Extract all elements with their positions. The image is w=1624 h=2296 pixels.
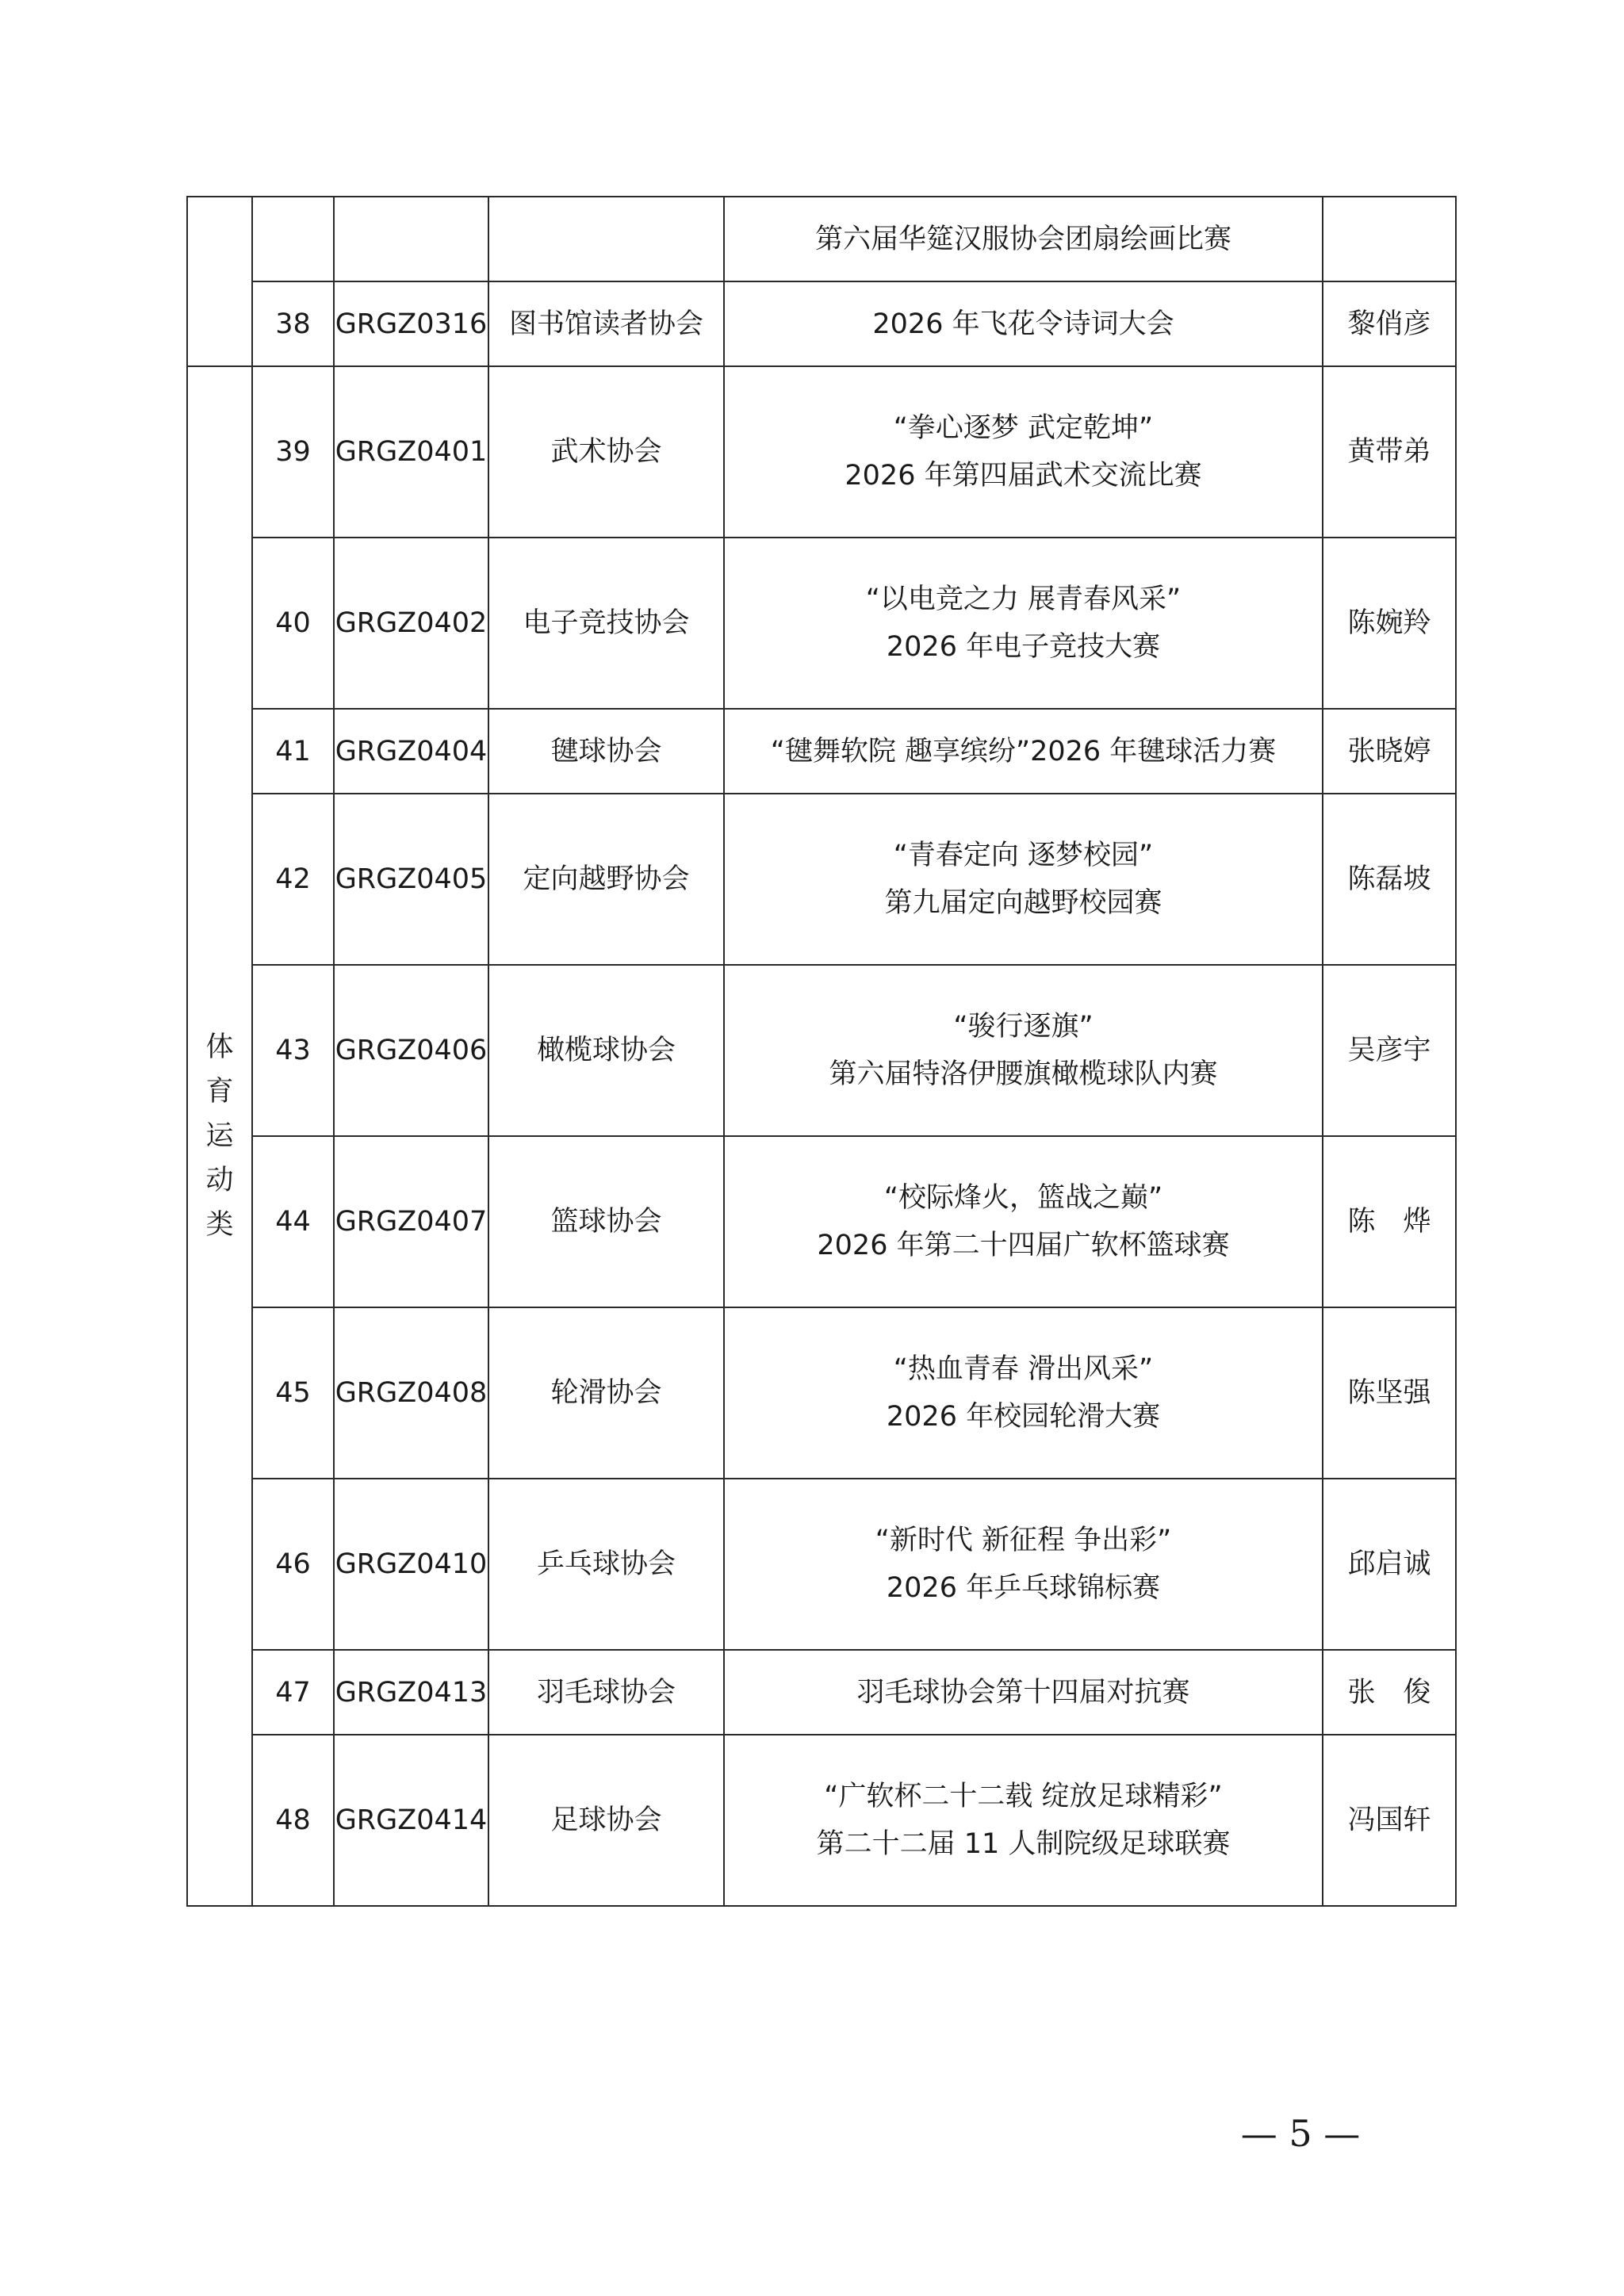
leader-cell: 陈 烨 — [1323, 1136, 1456, 1307]
leader-cell: 张 俊 — [1323, 1650, 1456, 1735]
activity-title: 2026 年校园轮滑大赛 — [886, 1401, 1161, 1433]
activity-name-cell — [724, 794, 1323, 965]
leader-cell: 吴彦宇 — [1323, 965, 1456, 1136]
club-name-cell: 篮球协会 — [488, 1136, 724, 1307]
club-code-cell: GRGZ0414 — [334, 1735, 488, 1906]
activity-line: 第六届华筵汉服协会团扇绘画比赛 — [814, 223, 1231, 255]
row-number-cell: 46 — [252, 1479, 334, 1650]
club-code-cell: GRGZ0404 — [334, 709, 488, 794]
activity-slogan: “校际烽火，篮战之巅” — [883, 1182, 1163, 1214]
activities-table — [186, 196, 1457, 1907]
table-row — [187, 709, 1456, 794]
activity-slogan: “骏行逐旗” — [953, 1011, 1094, 1043]
table-row — [187, 794, 1456, 965]
activity-name-cell — [724, 197, 1323, 281]
row-number-cell: 43 — [252, 965, 334, 1136]
activity-name-cell — [724, 281, 1323, 366]
table-row — [187, 1136, 1456, 1307]
club-code-cell: GRGZ0410 — [334, 1479, 488, 1650]
leader-cell: 陈坚强 — [1323, 1307, 1456, 1479]
leader-cell: 陈婉羚 — [1323, 538, 1456, 709]
club-name-cell — [488, 197, 724, 281]
table-row — [187, 965, 1456, 1136]
table-row — [187, 1735, 1456, 1906]
category-char: 运 — [205, 1119, 234, 1152]
table-row — [187, 281, 1456, 366]
club-code-cell: GRGZ0407 — [334, 1136, 488, 1307]
category-char: 育 — [205, 1075, 234, 1108]
club-name-cell: 武术协会 — [488, 366, 724, 538]
page-number: — 5 — — [1240, 2112, 1361, 2155]
club-code-cell: GRGZ0408 — [334, 1307, 488, 1479]
leader-cell: 邱启诚 — [1323, 1479, 1456, 1650]
activity-slogan: “拳心逐梦 武定乾坤” — [893, 412, 1154, 444]
activity-line: 2026 年飞花令诗词大会 — [872, 308, 1174, 340]
activity-title: 2026 年电子竞技大赛 — [886, 631, 1161, 663]
category-char: 体 — [205, 1031, 234, 1063]
club-code-cell: GRGZ0401 — [334, 366, 488, 538]
row-number-cell: 42 — [252, 794, 334, 965]
club-code-cell: GRGZ0316 — [334, 281, 488, 366]
activity-slogan: “广软杯二十二载 绽放足球精彩” — [824, 1781, 1223, 1812]
table-row — [187, 366, 1456, 538]
table-row — [187, 1479, 1456, 1650]
club-code-cell: GRGZ0406 — [334, 965, 488, 1136]
leader-cell: 冯国轩 — [1323, 1735, 1456, 1906]
club-name-cell: 羽毛球协会 — [488, 1650, 724, 1735]
activity-name-cell — [724, 366, 1323, 538]
activity-name-cell — [724, 709, 1323, 794]
club-name-cell: 毽球协会 — [488, 709, 724, 794]
activity-title: 2026 年第二十四届广软杯篮球赛 — [817, 1230, 1230, 1261]
activity-name-cell — [724, 1136, 1323, 1307]
row-number-cell — [252, 197, 334, 281]
row-number-cell: 47 — [252, 1650, 334, 1735]
activity-slogan: “以电竞之力 展青春风采” — [865, 584, 1182, 615]
leader-cell: 陈磊坡 — [1323, 794, 1456, 965]
row-number-cell: 40 — [252, 538, 334, 709]
activity-name-cell — [724, 1307, 1323, 1479]
category-cell-previous — [187, 197, 252, 366]
category-cell-sports — [187, 366, 252, 1906]
row-number-cell: 44 — [252, 1136, 334, 1307]
activity-title: 第六届特洛伊腰旗橄榄球队内赛 — [829, 1058, 1218, 1090]
club-code-cell: GRGZ0413 — [334, 1650, 488, 1735]
row-number-cell: 38 — [252, 281, 334, 366]
activity-line: “毽舞软院 趣享缤纷”2026 年毽球活力赛 — [770, 735, 1277, 767]
leader-cell — [1323, 197, 1456, 281]
activity-name-cell — [724, 965, 1323, 1136]
table-row — [187, 197, 1456, 281]
club-name-cell: 定向越野协会 — [488, 794, 724, 965]
club-name-cell: 足球协会 — [488, 1735, 724, 1906]
category-char: 类 — [205, 1208, 234, 1241]
activity-slogan: “热血青春 滑出风采” — [893, 1353, 1154, 1385]
club-name-cell: 乒乓球协会 — [488, 1479, 724, 1650]
table-row — [187, 1650, 1456, 1735]
activity-slogan: “新时代 新征程 争出彩” — [875, 1525, 1172, 1556]
club-name-cell: 图书馆读者协会 — [488, 281, 724, 366]
leader-cell: 黎俏彦 — [1323, 281, 1456, 366]
leader-cell: 张晓婷 — [1323, 709, 1456, 794]
row-number-cell: 48 — [252, 1735, 334, 1906]
row-number-cell: 41 — [252, 709, 334, 794]
row-number-cell: 39 — [252, 366, 334, 538]
activity-title: 2026 年乒乓球锦标赛 — [886, 1572, 1161, 1604]
club-code-cell: GRGZ0405 — [334, 794, 488, 965]
leader-cell: 黄带弟 — [1323, 366, 1456, 538]
activity-name-cell — [724, 1479, 1323, 1650]
activity-title: 第二十二届 11 人制院级足球联赛 — [816, 1828, 1231, 1860]
row-number-cell: 45 — [252, 1307, 334, 1479]
activity-title: 第九届定向越野校园赛 — [884, 887, 1162, 919]
activity-line: 羽毛球协会第十四届对抗赛 — [856, 1676, 1190, 1709]
club-name-cell: 电子竞技协会 — [488, 538, 724, 709]
activity-slogan: “青春定向 逐梦校园” — [893, 840, 1154, 871]
activity-name-cell — [724, 538, 1323, 709]
club-code-cell: GRGZ0402 — [334, 538, 488, 709]
activity-name-cell — [724, 1735, 1323, 1906]
table-row — [187, 538, 1456, 709]
club-name-cell: 橄榄球协会 — [488, 965, 724, 1136]
club-code-cell — [334, 197, 488, 281]
table-row — [187, 1307, 1456, 1479]
activity-title: 2026 年第四届武术交流比赛 — [845, 460, 1202, 492]
activity-name-cell — [724, 1650, 1323, 1735]
club-name-cell: 轮滑协会 — [488, 1307, 724, 1479]
category-char: 动 — [205, 1164, 234, 1196]
